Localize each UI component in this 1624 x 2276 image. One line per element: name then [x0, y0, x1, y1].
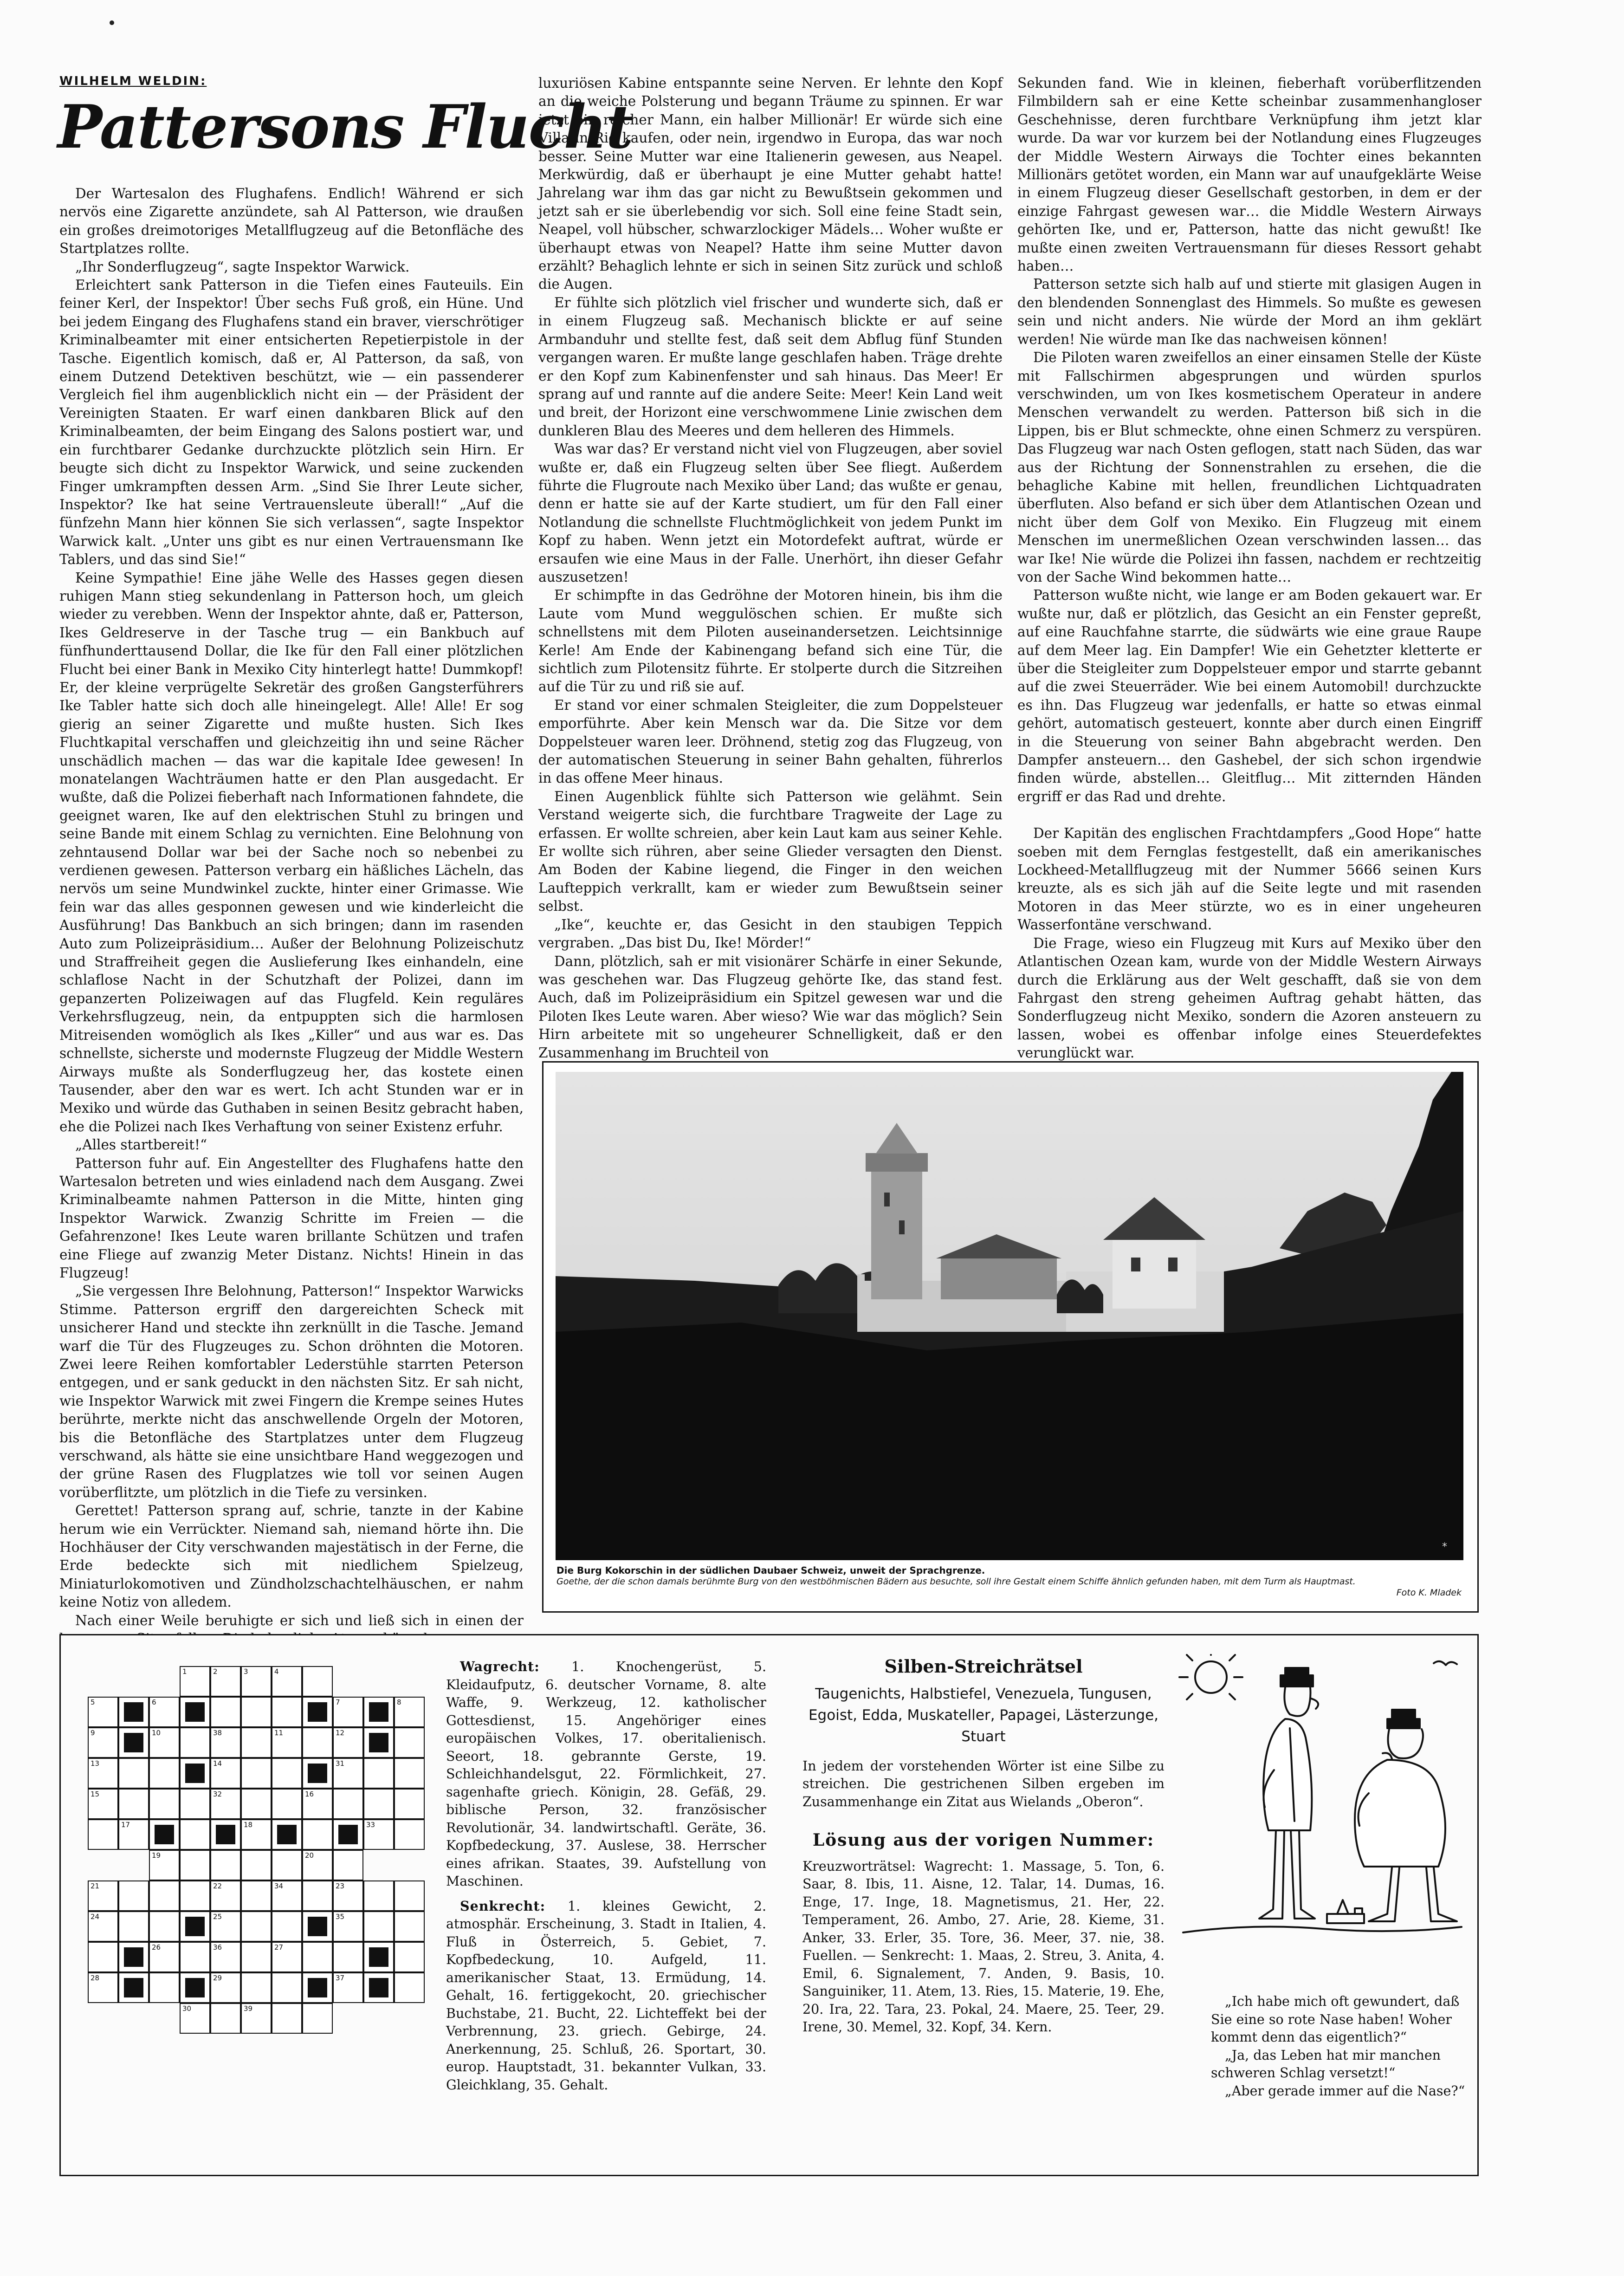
crossword-cell[interactable] — [302, 1666, 333, 1697]
crossword-cell[interactable] — [210, 2003, 241, 2034]
crossword-cell[interactable] — [180, 1727, 210, 1758]
crossword-number: 14 — [213, 1759, 222, 1768]
crossword-number: 5 — [91, 1698, 95, 1706]
crossword-cell[interactable] — [363, 1789, 394, 1819]
crossword-cell[interactable] — [118, 1819, 149, 1850]
crossword-cell[interactable] — [88, 1727, 118, 1758]
crossword-black-cell — [180, 1697, 210, 1727]
crossword-number: 37 — [336, 1974, 345, 1982]
paragraph: Der Wartesalon des Flughafens. Endlich! Während er sich nervös eine Zigarette anzündete, sah Al Patterson, wie draußen ein großes dreimotoriges Metallflugzeug auf die Betonfläche des Startplatzes rollte. — [59, 186, 524, 257]
crossword-black-cell — [118, 1942, 149, 1972]
page-dot — [110, 20, 114, 25]
crossword-cell[interactable] — [149, 1789, 180, 1819]
across-heading: Wagrecht: — [460, 1659, 540, 1674]
paragraph: luxuriösen Kabine entspannte seine Nerven. Er lehnte den Kopf an die weiche Polsterung und begann Träume zu spinnen. Er war jetzt ein reicher Mann, ein halber Millionär! Er würde sich eine Villa in Rio kaufen, oder nein, irgendwo in Europa, das war noch besser. Seine Mutter war eine Italienerin gewesen, aus Neapel. Merkwürdig, daß er überhaupt je eine Mutter gehabt hatte! Jahrelang war ihm das gar nicht zu Bewußtsein gekommen und jetzt sah er sie überlebendig vor sich. Soll eine feine Stadt sein, Neapel, voll hübscher, schwarzlockiger Mädels… Woher wußte er überhaupt etwas von Neapel? Hatte ihm seine Mutter davon erzählt? Behaglich lehnte er sich in seinen Sitz zurück und schloß die Augen. — [538, 75, 1003, 292]
crossword-black-cell — [149, 1819, 180, 1850]
crossword-number: 38 — [213, 1729, 222, 1737]
across-clues: 1. Knochengerüst, 5. Kleidaufputz, 6. deutscher Vorname, 8. alte Waffe, 9. Werkzeug, 12. katholischer Gottesdienst, 15. Angehöriger eines europäischen Volkes, 17. oberitalienisch. Seeort, 18. gebrannte Gerste, 19. Schleichhandelsgut, 22. Förmlichkeit, 27. sagenhafte griech. Königin, 28. Gefäß, 29. biblische Person, 32. französischer Revolutionär, 34. landwirtschaftl. Geräte, 36. Kopfbedeckung, 37. Auslese, 38. Herrscher eines afrikan. Staates, 39. Aufstellung von Maschinen. — [446, 1659, 767, 1889]
crossword-cell[interactable] — [333, 1911, 363, 1942]
crossword-cell[interactable] — [180, 2003, 210, 2034]
paragraph: „Ihr Sonderflugzeug“, sagte Inspektor Warwick. — [75, 259, 410, 275]
crossword-cell[interactable] — [180, 1819, 210, 1850]
crossword-cell[interactable] — [394, 1697, 425, 1727]
puzzle-section — [59, 1634, 1479, 2176]
crossword-cell[interactable] — [118, 1758, 149, 1789]
cartoon-caption — [1211, 1993, 1471, 2100]
paragraph: Gerettet! Patterson sprang auf, schrie, tanzte in der Kabine herum wie ein Verrückter. Niemand sah, niemand hörte ihn. Die Hochhäuser der City verschwanden majestätisch in der Ferne, die Erde bedeckte sich mit niedlichem Spielzeug, Miniaturlokomotiven und Zündholzschachtelhäuschen, er nahm keine Notiz von alledem. — [59, 1503, 524, 1610]
cartoon-line: „Ich habe mich oft gewundert, daß Sie eine so rote Nase haben! Woher kommt denn das eigentlich?“ — [1211, 1994, 1460, 2045]
crossword-cell[interactable] — [88, 1972, 118, 2003]
syllable-puzzle — [802, 1658, 1165, 2036]
article-title: Pattersons Flucht — [58, 92, 633, 162]
paragraph: Die Piloten waren zweifellos an einer einsamen Stelle der Küste mit Fallschirmen abgesprungen und würden spurlos verschwinden, um von Ikes kosmetischem Operateur in andere Menschen verwandelt zu werden. Patterson biß sich in die Lippen, bis er Blut schmeckte, ohne einen Schmerz zu verspüren. Das Flugzeug war nach Osten geflogen, statt nach Süden, das war aus der Richtung der Sonnenstrahlen zu ersehen, die die behagliche Kabine mit hellen, freundlichen Lichtquadraten überfluten. Also befand er sich über dem Atlantischen Ozean und nicht über dem Golf von Mexiko. Ein Flugzeug mit einem Menschen im unermeßlichen Ozean verschwinden lassen… das war Ike! Nie würde die Polizei ihn fassen, nachdem er rechtzeitig von der Sache Wind bekommen hatte… — [1017, 350, 1482, 585]
crossword-number: 9 — [91, 1729, 95, 1737]
crossword-number: 23 — [336, 1882, 345, 1890]
photo-caption-title: Die Burg Kokorschin in der südlichen Daubaer Schweiz, unweit der Sprachgrenze. — [556, 1565, 985, 1576]
crossword-cell[interactable] — [118, 1880, 149, 1911]
crossword-cell[interactable] — [272, 1758, 302, 1789]
paragraph: Sekunden fand. Wie in kleinen, fieberhaft vorüberflitzenden Filmbildern sah er eine Kette scheinbar zusammenhangloser Geschehnisse, deren furchtbare Verknüpfung ihm jetzt klar wurde. Da war vor kurzem bei der Notlandung eines Flugzeuges der Middle Western Airways die Tochter eines bekannten Millionärs getötet worden, ein Mann war auf unaufgeklärte Weise in einem Flugzeug dieser Gesellschaft gestorben, in dem er der einzige Fahrgast gewesen war… die Middle Western Airways gehörten Ike, und er, Patterson, hatte das nicht gewußt! Ike mußte einen zweiten Vertrauensmann für dieses Ressort gehabt haben… — [1017, 75, 1482, 274]
crossword-cell[interactable] — [149, 1758, 180, 1789]
syllable-puzzle-instruction: In jedem der vorstehenden Wörter ist eine Silbe zu streichen. Die gestrichenen Silben ergeben im Zusammenhange ein Zitat aus Wielands „Oberon“. — [802, 1758, 1165, 1809]
crossword-number: 11 — [274, 1729, 284, 1737]
crossword-black-cell — [180, 1972, 210, 2003]
crossword-cell[interactable] — [210, 1850, 241, 1880]
crossword-black-cell — [118, 1727, 149, 1758]
crossword-number: 28 — [91, 1974, 100, 1982]
down-clues: 1. kleines Gewicht, 2. atmosphär. Erscheinung, 3. Stadt in Italien, 4. Fluß in Österreich, 5. Gebiet, 7. Kopfbedeckung, 10. Aufgeld, 11. amerikanischer Staat, 13. Ermüdung, 14. Gehalt, 16. fertiggekocht, 20. griechischer Buchstabe, 21. Bucht, 22. Lichteffekt bei der Verbrennung, 23. griech. Gebirge, 24. Anerkennung, 25. Schluß, 26. Sportart, 30. europ. Hauptstadt, 31. bekannter Vulkan, 33. Gleichklang, 35. Gehalt. — [446, 1898, 767, 2093]
crossword-number: 2 — [213, 1667, 218, 1676]
crossword-cell[interactable] — [272, 1850, 302, 1880]
paragraph: Patterson setzte sich halb auf und stierte mit glasigen Augen in den blendenden Sonnenglast des Himmels. So mußte es gewesen sein und nicht anders. Nie würde der Mord an ihm geklärt werden! Nie würde man Ike das nachweisen können! — [1017, 276, 1482, 347]
crossword-cell[interactable] — [241, 1789, 272, 1819]
paragraph: Patterson fuhr auf. Ein Angestellter des Flughafens hatte den Wartesalon betreten und wies einladend nach dem Ausgang. Zwei Kriminalbeamte nahmen Patterson in die Mitte, hinten ging Inspektor Warwick. Zwanzig Schritte im Freien — die Gefahrenzone! Ikes Leute waren brillante Schützen und trafen eine Fliege auf zwanzig Meter Distanz. Nichts! Hinein in das Flugzeug! — [59, 1155, 524, 1281]
crossword-cell[interactable] — [88, 1819, 118, 1850]
crossword-number: 21 — [91, 1882, 100, 1890]
crossword-cell[interactable] — [241, 1911, 272, 1942]
crossword-cell[interactable] — [272, 1789, 302, 1819]
paragraph: „Alles startbereit!“ — [75, 1137, 207, 1153]
crossword-cell[interactable] — [149, 1727, 180, 1758]
crossword-cell[interactable] — [210, 1972, 241, 2003]
crossword-cell[interactable] — [302, 1819, 333, 1850]
crossword-cell[interactable] — [149, 1911, 180, 1942]
cartoon-line: „Aber gerade immer auf die Nase?“ — [1225, 2083, 1465, 2099]
paragraph: Der Kapitän des englischen Frachtdampfers „Good Hope“ hatte soeben mit dem Fernglas festgestellt, daß ein amerikanisches Lockheed-Metallflugzeug mit der Nummer 5666 seinen Kurs kreuzte, als es sich jäh auf die Seite legte und mit rasenden Motoren in das Meer stürzte, wo es in einer ungeheuren Wasserfontäne verschwand. — [1017, 825, 1482, 933]
crossword-number: 36 — [213, 1943, 222, 1952]
crossword-cell[interactable] — [302, 2003, 333, 2034]
crossword-cell[interactable] — [149, 1880, 180, 1911]
crossword-number: 24 — [91, 1913, 100, 1921]
crossword-cell[interactable] — [302, 1942, 333, 1972]
article-column-1 — [59, 185, 524, 1628]
crossword-cell[interactable] — [272, 1697, 302, 1727]
crossword-cell[interactable] — [302, 1850, 333, 1880]
crossword-cell[interactable] — [180, 1850, 210, 1880]
crossword-cell[interactable] — [118, 1911, 149, 1942]
crossword-cell[interactable] — [394, 1758, 425, 1789]
crossword-cell[interactable] — [363, 1758, 394, 1789]
crossword-cell[interactable] — [272, 2003, 302, 2034]
crossword-cell[interactable] — [394, 1819, 425, 1850]
crossword-number: 6 — [152, 1698, 156, 1706]
crossword-number: 17 — [121, 1821, 130, 1829]
crossword-cell[interactable] — [118, 1789, 149, 1819]
crossword-cell[interactable] — [333, 1972, 363, 2003]
crossword-cell[interactable] — [88, 1942, 118, 1972]
crossword-cell[interactable] — [210, 1880, 241, 1911]
cartoon-drawing — [1174, 1654, 1466, 1956]
crossword-cell[interactable] — [180, 1942, 210, 1972]
paragraph: Nach einer Weile beruhigte er sich und ließ sich in einen der — [75, 1612, 524, 1628]
crossword-number: 25 — [213, 1913, 222, 1921]
crossword-cell[interactable] — [149, 1850, 180, 1880]
crossword-cell[interactable] — [241, 1697, 272, 1727]
photo-frame — [542, 1061, 1479, 1613]
crossword-cell[interactable] — [149, 1697, 180, 1727]
cartoon-line: „Ja, das Leben hat mir manchen schweren Schlag versetzt!“ — [1211, 2047, 1441, 2081]
crossword-black-cell — [118, 1972, 149, 2003]
crossword-number: 27 — [274, 1943, 284, 1952]
crossword-number: 32 — [213, 1790, 222, 1798]
crossword-cell[interactable] — [333, 1697, 363, 1727]
paragraph: Er stand vor einer schmalen Steigleiter, die zum Doppelsteuer emporführte. Aber kein Mensch war da. Die Sitze vor dem Doppelsteuer waren leer. Dröhnend, stetig zog das Flugzeug, von der automatischen Steuerung in seiner Bahn gehalten, führerlos in das offene Meer hinaus. — [538, 697, 1003, 786]
crossword-cell[interactable] — [333, 1758, 363, 1789]
photo-caption — [556, 1565, 1462, 1598]
crossword-cell[interactable] — [272, 1666, 302, 1697]
crossword-number: 31 — [336, 1759, 345, 1768]
crossword-cell[interactable] — [149, 1942, 180, 1972]
crossword-cell[interactable] — [363, 1911, 394, 1942]
crossword-number: 19 — [152, 1851, 161, 1860]
crossword-cell[interactable] — [272, 1942, 302, 1972]
crossword-number: 12 — [336, 1729, 345, 1737]
crossword-cell[interactable] — [88, 1880, 118, 1911]
crossword-number: 30 — [182, 2004, 192, 2013]
crossword-number: 34 — [274, 1882, 284, 1890]
crossword-number: 15 — [91, 1790, 100, 1798]
crossword-cell[interactable] — [210, 1911, 241, 1942]
crossword-cell[interactable] — [180, 1666, 210, 1697]
crossword-cell[interactable] — [363, 1880, 394, 1911]
photo-caption-text: Goethe, der die schon damals berühmte Burg von den westböhmischen Bädern aus besuchte, soll ihre Gestalt einem Schiffe ähnlich gefunden haben, mit dem Turm als Hauptmast. — [556, 1576, 1356, 1587]
paragraph: „Sie vergessen Ihre Belohnung, Patterson!“ Inspektor Warwicks Stimme. Patterson ergriff den dargereichten Scheck mit unsicherer Hand und steckte ihn zerknüllt in die Tasche. Jemand warf die Tür des Flugzeuges zu. Schon dröhnten die Motoren. Zwei leere Reihen komfortabler Lederstühle starrten Peterson entgegen, und er sank geduckt in den nächsten Sitz. Er sah nicht, wie Inspektor Warwick mit zwei Fingern die Krempe seines Hutes berührte, merkte nicht das anschwellende Orgeln der Motoren, bis die Betonfläche des Startplatzes unter dem Flugzeug verschwand, als hätte sie eine unsichtbare Hand weggezogen und der grüne Rasen des Flugplatzes wie toll vor seinen Augen vorüberflitzte, um plötzlich in die Tiefe zu versinken. — [59, 1283, 524, 1500]
crossword-black-cell — [363, 1727, 394, 1758]
crossword-number: 18 — [244, 1821, 253, 1829]
crossword-cell[interactable] — [272, 1972, 302, 2003]
paragraph: Er schimpfte in das Gedröhne der Motoren hinein, bis ihm die Laute vom Mund weggulöschen schien. Er mußte sich schnellstens mit dem Piloten auseinandersetzen. Leichtsinnige Kerle! Am Ende der Kabinengang befand sich eine Tür, die sichtlich zum Pilotensitz führte. Er stolperte durch die Sitzreihen auf die Tür zu und riß sie auf. — [538, 587, 1003, 695]
crossword-black-cell — [302, 1758, 333, 1789]
paragraph: Was war das? Er verstand nicht viel von Flugzeugen, aber soviel wußte er, daß ein Flugzeug selten über See fliegt. Außerdem führte die Flugroute nach Mexiko über Land; das wußte er genau, denn er hatte sie auf der Karte studiert, um für den Fall einer Notlandung die schnellste Fluchtmöglichkeit von jedem Punkt im Kopf zu haben. Wenn jetzt ein Motordefekt auftrat, würde er ersaufen wie eine Maus in der Falle. Unerhört, ihn dieser Gefahr auszusetzen! — [538, 441, 1003, 585]
article-column-3 — [1017, 74, 1482, 1061]
crossword-number: 16 — [305, 1790, 314, 1798]
crossword-cell[interactable] — [394, 1911, 425, 1942]
paragraph: Keine Sympathie! Eine jähe Welle des Hasses gegen diesen ruhigen Mann stieg sekundenlang in Patterson hoch, um gleich wieder zu verebben. Wenn der Inspektor ahnte, daß er, Patterson, Ikes Geldreserve in der Tasche trug — ein Bankbuch auf fünfhunderttausend Dollar, die Ike für den Fall einer plötzlichen Flucht bei einer Bank in Mexiko City hinterlegt hatte! Dummkopf! Er, der kleine verprügelte Sekretär des großen Gangsterführers Ike Tabler hatte sich doch alle hineingelegt. Alle! Alle! Er sog gierig an seiner Zigarette und mußte husten. Sich Ikes Fluchtkapital verschaffen und gleichzeitig ihn und seine Rächer unschädlich machen — das war die kapitale Idee gewesen! In monatelangen Wachträumen hatte er den Plan ausgedacht. Er wußte, daß die Polizei fieberhaft nach Informationen fahndete, die geeignet waren, Ike auf den elektrischen Stuhl zu bringen und seine Bande mit einem Schlag zu vernichten. Eine Belohnung von zehntausend Dollar war bei der Sache noch so nebenbei zu verdienen gewesen. Patterson verbarg ein häßliches Lächeln, das nervös um seine Mundwinkel zuckte, hinter einer Grimasse. Wie fein war das alles gesponnen gewesen und wie kinderleicht die Ausführung! Das Bankbuch an sich bringen; dann im rasenden Auto zum Polizeipräsidium… Außer der Belohnung Polizeischutz und Straffreiheit gegen die Auslieferung Ikes einhandeln, eine schlaflose Nacht in der Schutzhaft der Polizei, dann im gepanzerten Polizeiwagen auf das Flugfeld. Kein reguläres Verkehrsflugzeug, nein, da entpuppten sich die harmlosen Mitreisenden womöglich als Ikes „Killer“ und aus war es. Das schnellste, sicherste und modernste Flugzeug der Middle Western Airways mußte als Sonderflugzeug her, das kostete einen Tausender, aber den war es wert. Ich acht Stunden war er in Mexiko und würde das Guthaben in seinen Besitz gebracht haben, ehe die Polizei nach Ikes Verhaftung von seiner Existenz erfuhr. — [59, 570, 524, 1135]
crossword-cell[interactable] — [210, 1942, 241, 1972]
crossword-cell[interactable] — [394, 1727, 425, 1758]
crossword-cell[interactable] — [88, 1697, 118, 1727]
crossword-number: 7 — [336, 1698, 340, 1706]
crossword-cell[interactable] — [333, 1850, 363, 1880]
crossword-black-cell — [333, 1819, 363, 1850]
paragraph: Dann, plötzlich, sah er mit visionärer Schärfe in einer Sekunde, was geschehen war. Das Flugzeug gehörte Ike, das stand fest. Auch, daß im Polizeipräsidium ein Spitzel gewesen war und die Piloten Ikes Leute waren. Aber wieso? Wie war das möglich? Sein Hirn arbeitete mit so ungeheurer Schnelligkeit, daß er den Zusammenhang im Bruchteil von — [538, 953, 1003, 1061]
crossword-cell[interactable] — [210, 1789, 241, 1819]
crossword-cell[interactable] — [149, 1972, 180, 2003]
article-column-2 — [538, 74, 1003, 1061]
crossword-black-cell — [363, 1942, 394, 1972]
crossword-black-cell — [180, 1911, 210, 1942]
crossword-cell[interactable] — [394, 1789, 425, 1819]
crossword-cell[interactable] — [394, 1972, 425, 2003]
crossword-black-cell — [210, 1819, 241, 1850]
crossword-cell[interactable] — [272, 1727, 302, 1758]
crossword-cell[interactable] — [272, 1911, 302, 1942]
photo-credit: Foto K. Mladek — [1396, 1588, 1462, 1598]
crossword-cell[interactable] — [302, 1789, 333, 1819]
crossword-black-cell — [302, 1911, 333, 1942]
svg-text:*: * — [1442, 1541, 1447, 1553]
crossword-number: 3 — [244, 1667, 248, 1676]
crossword-cell[interactable] — [210, 1727, 241, 1758]
crossword-cell[interactable] — [241, 1727, 272, 1758]
crossword-black-cell — [180, 1758, 210, 1789]
crossword-cell[interactable] — [210, 1666, 241, 1697]
paragraph: Erleichtert sank Patterson in die Tiefen eines Fauteuils. Ein feiner Kerl, der Inspektor! Über sechs Fuß groß, ein Hüne. Und bei jedem Eingang des Flughafens stand ein braver, vierschrötiger Kriminalbeamter mit einer entsicherten Repetierpistole in der Tasche. Eigentlich komisch, daß er, Al Patterson, da saß, von einem Dutzend Detektiven beschützt, wie — ein passenderer Vergleich fiel ihm augenblicklich nicht ein — der Präsident der Vereinigten Staaten. Er warf einen dankbaren Blick auf den Kriminalbeamten, der beim Eingang des Salons postiert war, und ein furchtbarer Gedanke durchzuckte plötzlich sein Hirn. Er beugte sich dicht zu Inspektor Warwick, und seine zuckenden Finger umkrampften dessen Arm. „Sind Sie Ihrer Leute sicher, Inspektor? Ike hat seine Vertrauensleute überall!“ „Auf die fünfzehn Mann hier können Sie sich verlassen“, sagte Inspektor Warwick kalt. „Unter uns gibt es nur einen Vertrauensmann Ike Tablers, und das sind Sie!“ — [59, 277, 524, 568]
crossword-black-cell — [272, 1819, 302, 1850]
crossword-number: 33 — [366, 1821, 375, 1829]
crossword-cell[interactable] — [333, 1880, 363, 1911]
crossword-number: 4 — [274, 1667, 279, 1676]
crossword-cell[interactable] — [210, 1697, 241, 1727]
syllable-puzzle-words: Taugenichts, Halbstiefel, Venezuela, Tungusen, Egoist, Edda, Muskateller, Papagei, Lästerzunge, Stuart — [808, 1685, 1159, 1745]
crossword-cell[interactable] — [272, 1880, 302, 1911]
crossword-cell[interactable] — [363, 1819, 394, 1850]
crossword-number: 26 — [152, 1943, 161, 1952]
crossword-cell[interactable] — [241, 1819, 272, 1850]
crossword-cell[interactable] — [333, 1942, 363, 1972]
crossword-cell[interactable] — [180, 1880, 210, 1911]
crossword-cell[interactable] — [241, 2003, 272, 2034]
crossword-clues — [446, 1658, 766, 2101]
crossword-cell[interactable] — [394, 1942, 425, 1972]
crossword-number: 8 — [397, 1698, 401, 1706]
crossword-cell[interactable] — [241, 1758, 272, 1789]
crossword-cell[interactable] — [241, 1666, 272, 1697]
crossword-cell[interactable] — [333, 1727, 363, 1758]
crossword-number: 13 — [91, 1759, 100, 1768]
crossword-number: 10 — [152, 1729, 161, 1737]
crossword-number: 22 — [213, 1882, 222, 1890]
down-heading: Senkrecht: — [460, 1898, 546, 1914]
crossword-cell[interactable] — [241, 1942, 272, 1972]
crossword-number: 39 — [244, 2004, 253, 2013]
article-byline: WILHELM WELDIN: — [59, 74, 207, 88]
paragraph: „Ike“, keuchte er, das Gesicht in den staubigen Teppich vergraben. „Das bist Du, Ike! Mörder!“ — [538, 916, 1003, 951]
crossword-cell[interactable] — [210, 1758, 241, 1789]
crossword-cell[interactable] — [333, 1789, 363, 1819]
crossword-cell[interactable] — [241, 1850, 272, 1880]
crossword-cell[interactable] — [180, 1789, 210, 1819]
solution-text: Kreuzworträtsel: Wagrecht: 1. Massage, 5. Ton, 6. Saar, 8. Ibis, 11. Aisne, 12. Talar, 14. Dumas, 16. Enge, 17. Inge, 18. Magnetismus, 21. Her, 22. Temperament, 26. Ambo, 27. Arie, 28. Kieme, 31. Anker, 33. Erler, 35. Tore, 36. Meer, 37. nie, 38. Fuellen. — Senkrecht: 1. Maas, 2. Streu, 3. Anita, 4. Emil, 6. Signalement, 7. Anden, 9. Basis, 10. Sanguiniker, 11. Atem, 13. Ries, 15. Materie, 19. Ehe, 20. Ira, 22. Tara, 23. Pokal, 24. Maere, 25. Teer, 29. Irene, 30. Memel, 32. Kopf, 34. Kern. — [802, 1858, 1165, 2035]
crossword-cell[interactable] — [88, 1789, 118, 1819]
crossword-number: 35 — [336, 1913, 345, 1921]
crossword-black-cell — [118, 1697, 149, 1727]
crossword-black-cell — [363, 1972, 394, 2003]
crossword-cell[interactable] — [302, 1727, 333, 1758]
crossword-cell[interactable] — [241, 1880, 272, 1911]
crossword-cell[interactable] — [394, 1880, 425, 1911]
crossword-black-cell — [302, 1972, 333, 2003]
castle-photo — [556, 1072, 1463, 1560]
crossword-black-cell — [363, 1697, 394, 1727]
paragraph: Patterson wußte nicht, wie lange er am Boden gekauert war. Er wußte nur, daß er plötzlich, das Gesicht an ein Fenster gepreßt, auf eine Rauchfahne starrte, die südwärts wie eine graue Raupe auf dem Meer lag. Ein Dampfer! Wie ein Gehetzter kletterte er über die Steigleiter zum Doppelsteuer empor und starrte gebannt auf die zwei Steuerräder. Wie bei einem Automobil! durchzuckte es ihn. Das Flugzeug war jedenfalls, er hatte so etwas einmal gehört, automatisch gesteuert, konnte aber durch einen Eingriff in die Steuerung von seiner Bahn abgebracht werden. Den Dampfer ansteuern… den Gashebel, der sich schon irgendwie finden würde, abstellen… Gleitflug… Mit zitternden Händen ergriff er das Rad und drehte. — [1017, 587, 1482, 804]
paragraph: Einen Augenblick fühlte sich Patterson wie gelähmt. Sein Verstand weigerte sich, die furchtbare Tragweite der Lage zu erfassen. Er wollte schreien, aber kein Laut kam aus seiner Kehle. Er wollte sich rühren, aber seine Glieder versagten den Dienst. Am Boden der Kabine liegend, die Finger in den weichen Laufteppich verkrallt, kam er wieder zum Bewußtsein seiner selbst. — [538, 788, 1003, 914]
crossword-number: 29 — [213, 1974, 222, 1982]
paragraph: Er fühlte sich plötzlich viel frischer und wunderte sich, daß er in einem Flugzeug saß. Mechanisch blickte er auf seine Armbanduhr und stellte fest, daß seit dem Abflug fünf Stunden vergangen waren. Er mußte lange geschlafen haben. Träge drehte er den Kopf zum Kabinenfenster und sah hinaus. Das Meer! Er sprang auf und rannte auf die andere Seite: Meer! Kein Land weit und breit, der Horizont eine verschwommene Linie zwischen dem dunkleren Blau des Meeres und dem helleren des Himmels. — [538, 294, 1003, 439]
crossword-number: 1 — [182, 1667, 187, 1676]
syllable-puzzle-title: Silben-Streichrätsel — [884, 1656, 1083, 1677]
crossword-cell[interactable] — [88, 1911, 118, 1942]
paragraph: Die Frage, wieso ein Flugzeug mit Kurs auf Mexiko über den Atlantischen Ozean kam, wurde von der Middle Western Airways durch die Erklärung aus der Welt geschafft, daß sie von dem Fahrgast den streng geheimen Auftrag gehabt hätten, das Sonderflugzeug nicht Mexiko, sondern die Azoren ansteuern zu lassen, wobei es offenbar infolge eines Steuerdefektes verunglückt war. — [1017, 935, 1482, 1061]
crossword-cell[interactable] — [302, 1880, 333, 1911]
crossword-number: 20 — [305, 1851, 314, 1860]
crossword-cell[interactable] — [88, 1758, 118, 1789]
crossword-cell[interactable] — [241, 1972, 272, 2003]
crossword-black-cell — [302, 1697, 333, 1727]
solution-title: Lösung aus der vorigen Nummer: — [812, 1830, 1155, 1850]
